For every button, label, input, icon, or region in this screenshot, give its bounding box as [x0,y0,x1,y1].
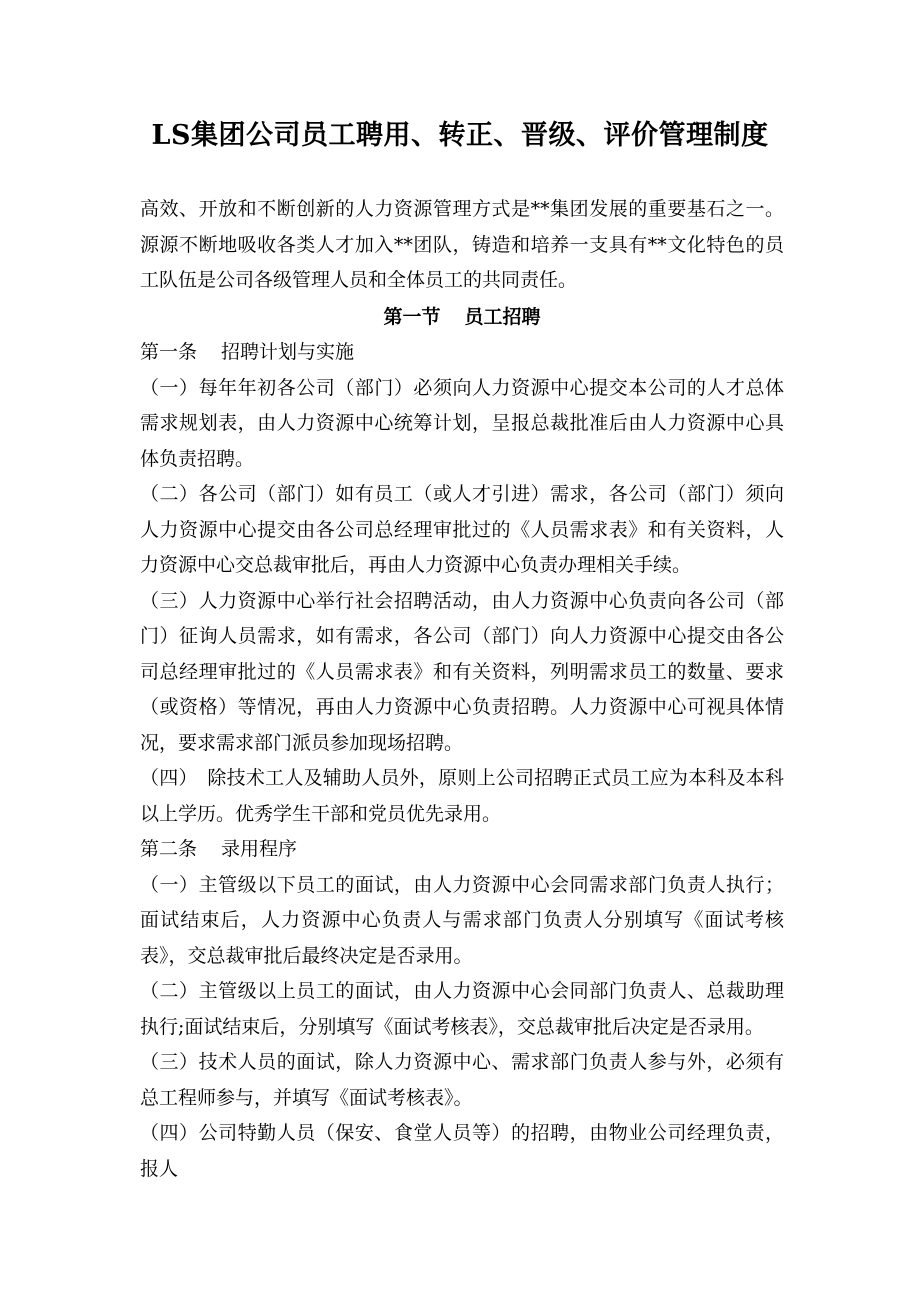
article-item: （一）主管级以下员工的面试，由人力资源中心会同需求部门负责人执行；面试结束后，人力资源中心负责人与需求部门负责人分别填写《面试考核表》，交总裁审批后最终决定是否录用。 [140,873,784,967]
article-name: 录用程序 [221,838,298,860]
article-item: （三）人力资源中心举行社会招聘活动，由人力资源中心负责向各公司（部门）征询人员需求，如有需求，各公司（部门）向人力资源中心提交由各公司总经理审批过的《人员需求表》和有关资料，列明需求员工的数量、要求（或资格）等情况，再由人力资源中心负责招聘。人力资源中心可视具体情况，要求需求部门派员参加现场招聘。 [140,589,784,754]
article-heading [140,832,784,868]
article-item: （四） 除技术工人及辅助人员外，原则上公司招聘正式员工应为本科及本科以上学历。优秀学生干部和党员优先录用。 [140,767,784,825]
document-body [140,192,784,1187]
document-title: LS集团公司员工聘用、转正、晋级、评价管理制度 [151,120,769,151]
section-heading [140,300,784,336]
article-number: 第二条 [140,838,198,860]
article-item: （二）各公司（部门）如有员工（或人才引进）需求，各公司（部门）须向人力资源中心提交由各公司总经理审批过的《人员需求表》和有关资料，人力资源中心交总裁审批后，再由人力资源中心负责办理相关手续。 [140,483,784,576]
article-item: （一）每年年初各公司（部门）必须向人力资源中心提交本公司的人才总体需求规划表，由人力资源中心统筹计划，呈报总裁批准后由人力资源中心具体负责招聘。 [140,376,784,470]
section-number: 第一节 [383,305,441,328]
intro-paragraph: 高效、开放和不断创新的人力资源管理方式是**集团发展的重要基石之一。源源不断地吸收各类人才加入**团队，铸造和培养一支具有**文化特色的员工队伍是公司各级管理人员和全体员工的共同责任。 [140,198,784,291]
article-number: 第一条 [140,341,198,363]
article-name: 招聘计划与实施 [221,341,355,363]
article-item: （三）技术人员的面试，除人力资源中心、需求部门负责人参与外，必须有总工程师参与，并填写《面试考核表》。 [140,1051,784,1109]
section-name: 员工招聘 [464,305,541,328]
article-item: （二）主管级以上员工的面试，由人力资源中心会同部门负责人、总裁助理执行;面试结束后，分别填写《面试考核表》，交总裁审批后决定是否录用。 [140,980,784,1038]
article-heading [140,335,784,371]
article-item: （四）公司特勤人员（保安、食堂人员等）的招聘，由物业公司经理负责，报人 [140,1122,784,1180]
